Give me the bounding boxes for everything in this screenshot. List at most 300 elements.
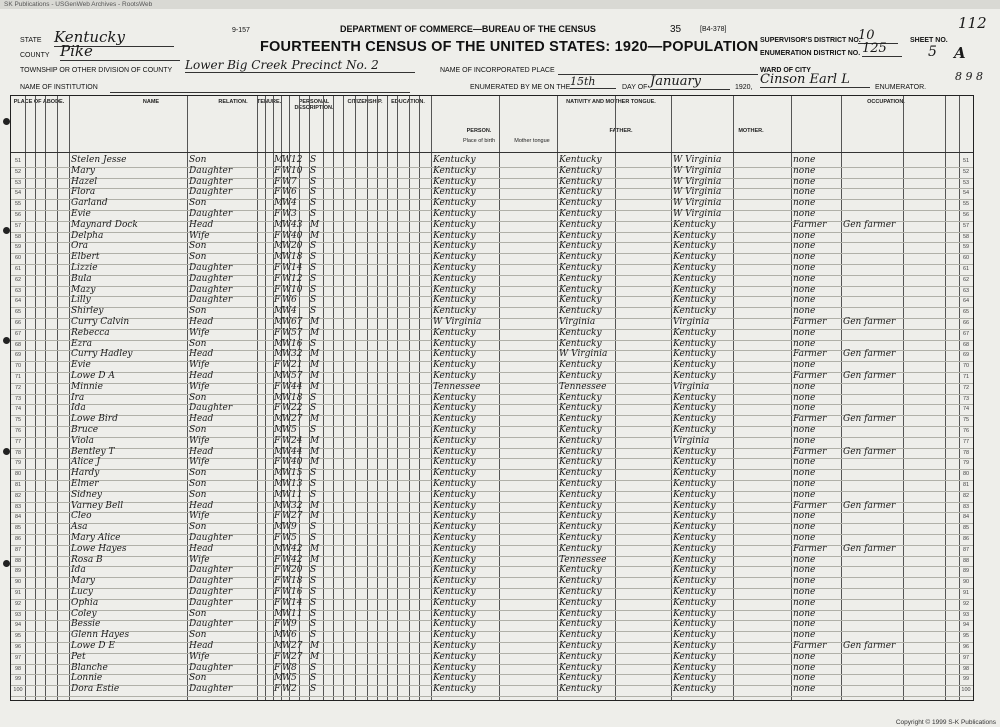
row-number-right: 87 — [962, 546, 970, 553]
department-line: DEPARTMENT OF COMMERCE—BUREAU OF THE CENSUS — [340, 24, 596, 34]
birthplace-value: Kentucky — [433, 263, 476, 273]
row-number: 83 — [14, 503, 22, 510]
age-value: 11 — [291, 489, 303, 500]
row-number: 97 — [14, 654, 22, 661]
age-value: 14 — [291, 263, 303, 273]
row-number-right: 55 — [962, 201, 970, 208]
marital-status-value: S — [310, 263, 317, 273]
relation-value: Daughter — [189, 209, 233, 219]
birthplace-value: Kentucky — [433, 414, 476, 425]
mother-birthplace-value: Kentucky — [673, 619, 716, 630]
person-name: Garland — [71, 198, 108, 209]
sex-value: M — [274, 446, 284, 457]
row-number: 53 — [14, 179, 22, 186]
father-birthplace-value: Kentucky — [559, 684, 602, 695]
row-number: 77 — [14, 438, 22, 445]
sex-value: M — [274, 641, 284, 651]
occupation-value: none — [793, 619, 816, 630]
row-number-right: 100 — [961, 687, 971, 694]
age-value: 42 — [291, 554, 303, 565]
sex-value: F — [274, 576, 281, 587]
row-number: 78 — [14, 449, 22, 456]
mother-birthplace-value: Kentucky — [673, 414, 716, 425]
row-number-right: 62 — [962, 276, 970, 283]
birthplace-value: Kentucky — [433, 651, 476, 662]
sex-value: F — [274, 511, 281, 522]
row-number-right: 83 — [962, 503, 970, 510]
race-value: W — [282, 392, 292, 403]
age-value: 4 — [291, 306, 297, 317]
row-number-right: 67 — [962, 330, 970, 337]
mother-birthplace-value: Kentucky — [673, 489, 716, 500]
row-number: 88 — [14, 557, 22, 564]
mother-birthplace-value: W Virginia — [673, 176, 722, 187]
birthplace-value: Kentucky — [433, 554, 476, 565]
incorporated-label: NAME OF INCORPORATED PLACE — [440, 67, 555, 74]
father-birthplace-value: Kentucky — [559, 543, 602, 554]
birthplace-value: Kentucky — [433, 252, 476, 263]
race-value: W — [282, 155, 292, 165]
birthplace-value: Kentucky — [433, 522, 476, 533]
relation-value: Son — [189, 198, 207, 209]
father-birthplace-value: Kentucky — [559, 511, 602, 522]
marital-status-value: S — [310, 630, 317, 641]
relation-value: Wife — [189, 381, 210, 392]
father-birthplace-value: Kentucky — [559, 673, 602, 684]
person-name: Rosa B — [71, 554, 103, 565]
marital-status-value: S — [310, 619, 317, 630]
age-value: 44 — [291, 446, 303, 457]
row-number-right: 51 — [962, 158, 970, 164]
father-birthplace-value: Kentucky — [559, 630, 602, 641]
person-name: Lowe D E — [71, 641, 115, 651]
birthplace-value: Kentucky — [433, 241, 476, 252]
punch-hole — [3, 118, 10, 125]
punch-hole — [3, 448, 10, 455]
relation-value: Head — [189, 371, 214, 381]
occupation-value: none — [793, 630, 816, 641]
row-number-right: 53 — [962, 179, 970, 186]
sex-value: M — [274, 479, 284, 489]
mother-birthplace-value: Kentucky — [673, 587, 716, 597]
row-number: 75 — [14, 417, 22, 424]
birthplace-value: Kentucky — [433, 457, 476, 468]
archive-banner — [0, 0, 1000, 9]
corner-number: 112 — [958, 14, 987, 32]
row-number: 55 — [14, 201, 22, 208]
occupation-value: none — [793, 360, 816, 371]
sex-value: M — [274, 317, 284, 327]
row-number-right: 63 — [962, 287, 970, 294]
occupation-value: none — [793, 651, 816, 662]
mother-birthplace-value: Kentucky — [673, 543, 716, 554]
person-name: Alice J — [71, 457, 101, 468]
occupation-value: none — [793, 230, 816, 241]
occupation-value: none — [793, 241, 816, 252]
person-name: Elmer — [71, 479, 99, 489]
occupation-value: none — [793, 327, 816, 338]
marital-status-value: S — [310, 176, 317, 187]
row-number: 98 — [14, 665, 22, 672]
age-value: 5 — [291, 425, 297, 435]
age-value: 3 — [291, 209, 297, 219]
row-number: 89 — [14, 568, 22, 575]
age-value: 18 — [291, 392, 303, 403]
birthplace-value: Kentucky — [433, 511, 476, 522]
father-birthplace-value: Kentucky — [559, 252, 602, 263]
father-birthplace-value: Kentucky — [559, 597, 602, 608]
marital-status-value: S — [310, 392, 317, 403]
marital-status-value: S — [310, 155, 317, 165]
sex-value: M — [274, 630, 284, 641]
father-birthplace-value: Kentucky — [559, 468, 602, 479]
person-name: Evie — [71, 360, 91, 371]
occupation-value: none — [793, 608, 816, 619]
occupation-value: none — [793, 295, 816, 306]
relation-value: Son — [189, 425, 207, 435]
sex-value: M — [274, 425, 284, 435]
father-birthplace-value: Kentucky — [559, 608, 602, 619]
row-number-right: 56 — [962, 212, 970, 218]
marital-status-value: M — [310, 317, 320, 327]
occupation-value: none — [793, 684, 816, 695]
age-value: 18 — [291, 252, 303, 263]
race-value: W — [282, 306, 292, 317]
race-value: W — [282, 597, 292, 608]
age-value: 22 — [291, 403, 303, 414]
relation-value: Wife — [189, 435, 210, 446]
row-number-right: 54 — [962, 190, 970, 197]
birthplace-value: Kentucky — [433, 273, 476, 284]
sex-value: F — [274, 403, 281, 414]
enumerated-day: 15th — [570, 75, 616, 89]
age-value: 44 — [291, 381, 303, 392]
person-name: Cleo — [71, 511, 92, 522]
person-name: Dora Estie — [71, 684, 120, 695]
person-name: Hazel — [71, 176, 98, 187]
sex-value: F — [274, 457, 281, 468]
relation-value: Son — [189, 392, 207, 403]
person-name: Hardy — [71, 468, 100, 479]
father-birthplace-value: Kentucky — [559, 522, 602, 533]
row-number-right: 72 — [962, 384, 970, 391]
father-birthplace-value: Kentucky — [559, 435, 602, 446]
person-name: Mary — [71, 165, 95, 176]
row-number: 65 — [14, 309, 22, 316]
marital-status-value: S — [310, 252, 317, 263]
person-name: Elbert — [71, 252, 100, 263]
birthplace-value: Kentucky — [433, 198, 476, 209]
ward-label: WARD OF CITY — [760, 67, 811, 74]
row-number: 96 — [14, 644, 22, 650]
marital-status-value: M — [310, 349, 320, 360]
row-number-right: 73 — [962, 395, 970, 402]
father-birthplace-value: Kentucky — [559, 306, 602, 317]
race-value: W — [282, 252, 292, 263]
race-value: W — [282, 651, 292, 662]
age-value: 40 — [291, 457, 303, 468]
row-number-right: 58 — [962, 233, 970, 240]
mother-birthplace-value: Kentucky — [673, 673, 716, 684]
person-name: Ida — [71, 403, 86, 414]
birthplace-value: Tennessee — [433, 381, 481, 392]
birthplace-value: Kentucky — [433, 468, 476, 479]
father-birthplace-value: Kentucky — [559, 263, 602, 273]
industry-value: Gen farmer — [843, 500, 896, 511]
race-value: W — [282, 543, 292, 554]
occupation-value: none — [793, 155, 816, 165]
row-number-right: 64 — [962, 298, 970, 305]
row-number-right: 68 — [962, 341, 970, 348]
mother-birthplace-value: Kentucky — [673, 468, 716, 479]
race-value: W — [282, 198, 292, 209]
person-name: Bula — [71, 273, 92, 284]
father-birthplace-value: Kentucky — [559, 198, 602, 209]
occupation-value: none — [793, 306, 816, 317]
row-number-right: 92 — [962, 600, 970, 607]
race-value: W — [282, 500, 292, 511]
relation-value: Head — [189, 414, 214, 425]
father-birthplace-value: Kentucky — [559, 489, 602, 500]
sex-value: F — [274, 165, 281, 176]
race-value: W — [282, 489, 292, 500]
father-birthplace-value: Kentucky — [559, 565, 602, 576]
person-name: Lowe D A — [71, 371, 115, 381]
marital-status-value: S — [310, 565, 317, 576]
race-value: W — [282, 273, 292, 284]
sex-value: M — [274, 489, 284, 500]
father-birthplace-value: Kentucky — [559, 360, 602, 371]
row-number: 62 — [14, 276, 22, 283]
sex-value: F — [274, 273, 281, 284]
person-name: Lowe Bird — [71, 414, 118, 425]
father-birthplace-value: Kentucky — [559, 295, 602, 306]
row-number-right: 91 — [962, 590, 970, 596]
sex-value: M — [274, 252, 284, 263]
marital-status-value: M — [310, 511, 320, 522]
birthplace-value: Kentucky — [433, 219, 476, 230]
person-name: Evie — [71, 209, 91, 219]
sex-value: M — [274, 608, 284, 619]
row-number: 93 — [14, 611, 22, 618]
page-number: 35 — [670, 24, 682, 35]
occupation-value: none — [793, 263, 816, 273]
age-value: 9 — [291, 619, 297, 630]
occupation-value: none — [793, 511, 816, 522]
relation-value: Daughter — [189, 662, 233, 673]
form-code: [B4-378] — [700, 26, 727, 33]
race-value: W — [282, 327, 292, 338]
person-name: Stelen Jesse — [71, 155, 127, 165]
birthplace-value: Kentucky — [433, 176, 476, 187]
row-number-right: 99 — [962, 676, 970, 683]
relation-value: Son — [189, 479, 207, 489]
row-number: 58 — [14, 233, 22, 240]
occupation-value: none — [793, 338, 816, 349]
row-line — [11, 696, 973, 697]
relation-value: Wife — [189, 457, 210, 468]
mother-birthplace-value: Kentucky — [673, 662, 716, 673]
birthplace-value: Kentucky — [433, 295, 476, 306]
person-name: Ida — [71, 565, 86, 576]
father-subheader: FATHER. — [609, 128, 633, 134]
row-number: 61 — [14, 266, 22, 272]
enumerated-month: January — [650, 74, 730, 90]
occupation-value: none — [793, 597, 816, 608]
sex-value: M — [274, 338, 284, 349]
race-value: W — [282, 630, 292, 641]
row-number: 52 — [14, 168, 22, 175]
race-value: W — [282, 263, 292, 273]
occupation-value: none — [793, 489, 816, 500]
row-number: 74 — [14, 406, 22, 413]
relation-value: Daughter — [189, 176, 233, 187]
father-birthplace-value: Kentucky — [559, 155, 602, 165]
mother-birthplace-value: Kentucky — [673, 338, 716, 349]
marital-status-value: S — [310, 489, 317, 500]
person-name: Maynard Dock — [71, 219, 138, 230]
occupation-value: none — [793, 435, 816, 446]
row-number: 100 — [13, 687, 23, 694]
row-number-right: 79 — [962, 460, 970, 467]
marital-status-value: S — [310, 284, 317, 295]
father-birthplace-value: Kentucky — [559, 619, 602, 630]
year-label: 1920, — [735, 84, 753, 91]
birthplace-value: Kentucky — [433, 209, 476, 219]
mother-birthplace-value: Kentucky — [673, 295, 716, 306]
sex-value: F — [274, 597, 281, 608]
relation-value: Son — [189, 468, 207, 479]
relation-value: Daughter — [189, 263, 233, 273]
birthplace-value: Kentucky — [433, 371, 476, 381]
punch-hole — [3, 337, 10, 344]
place-of-abode-header: PLACE OF ABODE. — [13, 99, 65, 105]
race-value: W — [282, 533, 292, 543]
page-title: FOURTEENTH CENSUS OF THE UNITED STATES: 1920—POPULATION — [260, 39, 759, 55]
race-value: W — [282, 414, 292, 425]
race-value: W — [282, 403, 292, 414]
mother-birthplace-value: Kentucky — [673, 651, 716, 662]
sex-value: F — [274, 381, 281, 392]
age-value: 10 — [291, 284, 303, 295]
mother-birthplace-value: Kentucky — [673, 403, 716, 414]
mother-birthplace-value: Kentucky — [673, 252, 716, 263]
relation-value: Wife — [189, 554, 210, 565]
father-birthplace-value: Kentucky — [559, 479, 602, 489]
father-birthplace-value: Kentucky — [559, 414, 602, 425]
birthplace-value: Kentucky — [433, 543, 476, 554]
mother-birthplace-value: Kentucky — [673, 371, 716, 381]
sex-value: F — [274, 435, 281, 446]
mother-birthplace-value: Kentucky — [673, 446, 716, 457]
father-birthplace-value: Tennessee — [559, 381, 607, 392]
marital-status-value: M — [310, 327, 320, 338]
race-value: W — [282, 425, 292, 435]
race-value: W — [282, 446, 292, 457]
education-header: EDUCATION. — [391, 99, 425, 105]
row-number: 71 — [14, 374, 22, 380]
age-value: 16 — [291, 338, 303, 349]
row-number-right: 52 — [962, 168, 970, 175]
row-number: 59 — [14, 244, 22, 251]
age-value: 20 — [291, 241, 303, 252]
race-value: W — [282, 511, 292, 522]
relation-value: Son — [189, 241, 207, 252]
row-number-right: 80 — [962, 471, 970, 478]
table-row — [11, 685, 973, 696]
occupation-header: OCCUPATION. — [867, 99, 905, 105]
archive-stamp: 8 9 8 — [955, 70, 983, 83]
birthplace-value: Kentucky — [433, 165, 476, 176]
birthplace-value: Kentucky — [433, 489, 476, 500]
birthplace-value: Kentucky — [433, 500, 476, 511]
relation-value: Daughter — [189, 576, 233, 587]
birthplace-value: Kentucky — [433, 155, 476, 165]
row-number: 63 — [14, 287, 22, 294]
relation-value: Head — [189, 219, 214, 230]
age-value: 12 — [291, 155, 303, 165]
occupation-value: Farmer — [793, 641, 827, 651]
enum-district-label: ENUMERATION DISTRICT NO. — [760, 50, 861, 57]
occupation-value: Farmer — [793, 500, 827, 511]
occupation-value: none — [793, 165, 816, 176]
institution-label: NAME OF INSTITUTION — [20, 84, 98, 91]
race-value: W — [282, 662, 292, 673]
birthplace-value: Kentucky — [433, 565, 476, 576]
race-value: W — [282, 371, 292, 381]
age-value: 5 — [291, 533, 297, 543]
person-name: Mazy — [71, 284, 96, 295]
person-name: Curry Hadley — [71, 349, 133, 360]
age-value: 2 — [291, 684, 297, 695]
mother-birthplace-value: Kentucky — [673, 327, 716, 338]
industry-value: Gen farmer — [843, 543, 896, 554]
age-value: 11 — [291, 608, 303, 619]
person-name: Shirley — [71, 306, 104, 317]
father-birthplace-value: Kentucky — [559, 457, 602, 468]
person-name: Lowe Hayes — [71, 543, 127, 554]
row-number-right: 70 — [962, 363, 970, 370]
occupation-value: Farmer — [793, 446, 827, 457]
sex-value: F — [274, 587, 281, 597]
header-divider — [11, 152, 973, 153]
person-name: Lonnie — [71, 673, 103, 684]
race-value: W — [282, 317, 292, 327]
row-number: 56 — [14, 212, 22, 218]
sex-value: F — [274, 662, 281, 673]
row-number: 67 — [14, 330, 22, 337]
age-value: 67 — [291, 317, 303, 327]
sex-value: M — [274, 522, 284, 533]
person-name: Asa — [71, 522, 88, 533]
marital-status-value: S — [310, 587, 317, 597]
relation-value: Head — [189, 543, 214, 554]
race-value: W — [282, 554, 292, 565]
marital-status-value: M — [310, 446, 320, 457]
age-value: 14 — [291, 597, 303, 608]
age-value: 42 — [291, 543, 303, 554]
relation-value: Wife — [189, 651, 210, 662]
occupation-value: none — [793, 468, 816, 479]
father-birthplace-value: Kentucky — [559, 500, 602, 511]
sex-value: F — [274, 619, 281, 630]
marital-status-value: S — [310, 576, 317, 587]
row-number: 99 — [14, 676, 22, 683]
occupation-value: none — [793, 284, 816, 295]
row-number: 92 — [14, 600, 22, 607]
industry-value: Gen farmer — [843, 349, 896, 360]
name-header: NAME — [142, 99, 160, 105]
